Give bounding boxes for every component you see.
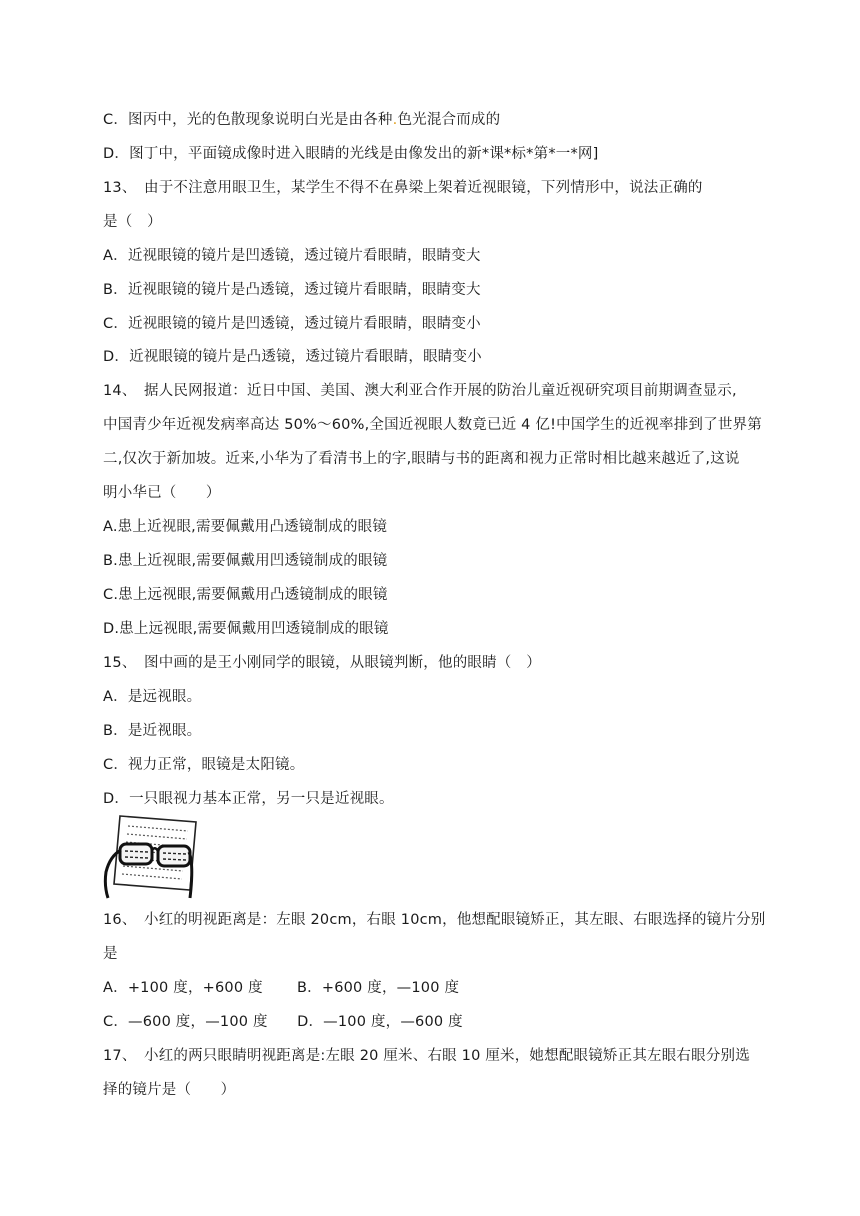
glasses-on-paper-icon	[100, 814, 198, 900]
option-d-prev: D．图丁中，平面镜成像时进入眼睛的光线是由像发出的新*课*标*第*一*网]	[103, 146, 599, 162]
option-c-prev-text1: C．图丙中，光的色散现象说明白光是由各种	[103, 112, 393, 128]
q15-option-d: D．一只眼视力基本正常，另一只是近视眼。	[103, 791, 394, 807]
q13-stem-line1: 13、 由于不注意用眼卫生，某学生不得不在鼻梁上架着近视眼镜，下列情形中，说法正确的	[103, 180, 703, 196]
option-c-prev	[103, 110, 763, 130]
q14-stem-line2: 中国青少年近视发病率高达 50%～60%,全国近视眼人数竟已近 4 亿!中国学生的近视率排到了世界第	[103, 417, 762, 433]
q15-option-c: C．视力正常，眼镜是太阳镜。	[103, 757, 305, 773]
option-c-prev-text2: 色光混合而成的	[397, 112, 501, 128]
stray-dot: .	[392, 112, 398, 128]
q14-stem-line4: 明小华已（ ）	[103, 485, 221, 501]
q17-stem-line1: 17、 小红的两只眼睛明视距离是:左眼 20 厘米、右眼 10 厘米，她想配眼镜矫正其左眼右眼分别选	[103, 1048, 750, 1064]
q14-option-d: D.患上远视眼,需要佩戴用凹透镜制成的眼镜	[103, 621, 389, 637]
q13-option-c: C．近视眼镜的镜片是凹透镜，透过镜片看眼睛，眼睛变小	[103, 316, 481, 332]
q14-stem-line1: 14、 据人民网报道：近日中国、美国、澳大利亚合作开展的防治儿童近视研究项目前期调查显示,	[103, 383, 737, 399]
q15-stem: 15、 图中画的是王小刚同学的眼镜，从眼镜判断，他的眼睛（ ）	[103, 655, 541, 671]
q16-options-ab: A．+100 度，+600 度 B．+600 度，—100 度	[103, 980, 460, 996]
q13-option-a: A．近视眼镜的镜片是凹透镜，透过镜片看眼睛，眼睛变大	[103, 248, 481, 264]
q15-option-b: B．是近视眼。	[103, 723, 202, 739]
q17-stem-line2: 择的镜片是（ ）	[103, 1082, 236, 1098]
q14-option-a: A.患上近视眼,需要佩戴用凸透镜制成的眼镜	[103, 519, 388, 535]
q13-option-d: D．近视眼镜的镜片是凸透镜，透过镜片看眼睛，眼睛变小	[103, 349, 482, 365]
q15-option-a: A．是远视眼。	[103, 689, 202, 705]
q16-stem-line1: 16、 小红的明视距离是：左眼 20cm，右眼 10cm，他想配眼镜矫正，其左眼、右眼选择的镜片分别	[103, 912, 766, 928]
q16-stem-line2: 是	[103, 946, 118, 962]
q14-stem-line3: 二,仅次于新加坡。近来,小华为了看清书上的字,眼睛与书的距离和视力正常时相比越来越近了,这说	[103, 451, 740, 467]
q13-option-b: B．近视眼镜的镜片是凸透镜，透过镜片看眼睛，眼睛变大	[103, 282, 481, 298]
q14-option-c: C.患上远视眼,需要佩戴用凸透镜制成的眼镜	[103, 587, 388, 603]
q16-options-cd: C．—600 度，—100 度 D．—100 度，—600 度	[103, 1014, 463, 1030]
q14-option-b: B.患上近视眼,需要佩戴用凹透镜制成的眼镜	[103, 553, 388, 569]
q13-stem-line2: 是（ ）	[103, 214, 162, 230]
